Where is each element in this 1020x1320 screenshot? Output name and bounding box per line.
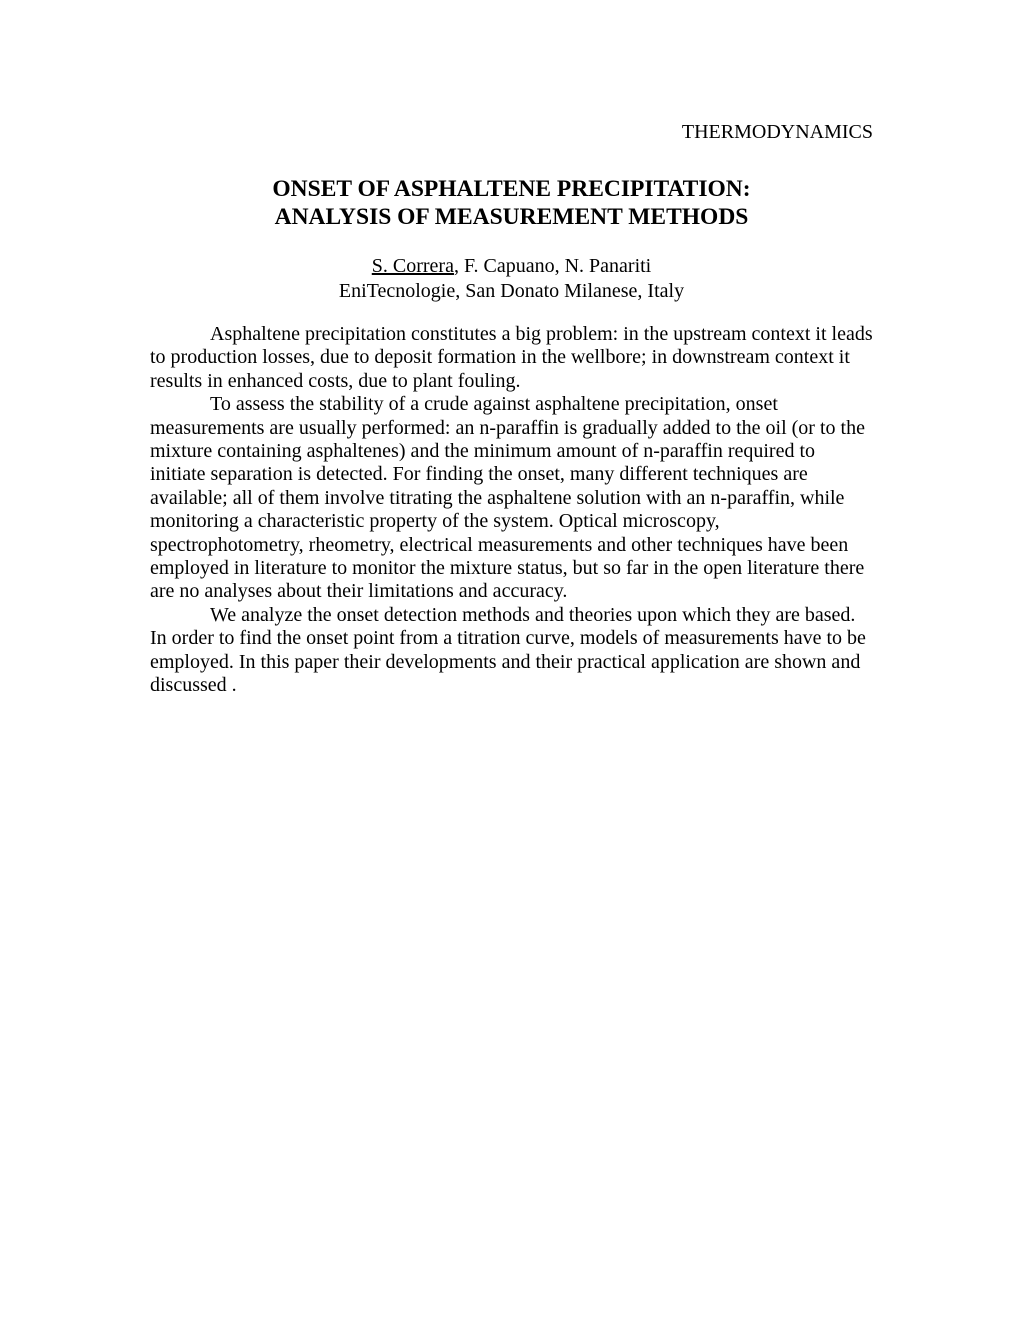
- abstract-paragraph-1: Asphaltene precipitation constitutes a big problem: in the upstream context it leads to production losses, due to deposit formation in the wellbore; in downstream context it results in enhanced costs, due to plant fouling.: [150, 323, 873, 392]
- affiliation-line: EniTecnologie, San Donato Milanese, Italy: [338, 280, 685, 302]
- abstract-paragraph-2: To assess the stability of a crude against asphaltene precipitation, onset measurements are usually performed: an n-paraffin is gradually added to the oil (or to the mixture containing asphaltenes) and the minimum amount of n-paraffin required to initiate separation is detected. For finding the onset, many different techniques are available; all of them involve titrating the asphaltene solution with an n-paraffin, while monitoring a characteristic property of the system. Optical microscopy, spectrophotometry, rheometry, electrical measurements and other techniques have been employed in literature to monitor the mixture status, but so far in the open literature there are no analyses about their limitations and accuracy.: [150, 393, 865, 603]
- other-authors: , F. Capuano, N. Panariti: [453, 255, 652, 277]
- paper-title-line1: ONSET OF ASPHALTENE PRECIPITATION:: [272, 176, 751, 202]
- abstract-paragraph-3: We analyze the onset detection methods and theories upon which they are based. In order to find the onset point from a titration curve, models of measurements have to be employed. In this paper their developments and their practical application are shown and discussed .: [150, 603, 866, 697]
- paper-title: [150, 175, 873, 231]
- author-line: [150, 254, 873, 279]
- abstract-body: [150, 323, 873, 698]
- paper-title-line2: ANALYSIS OF MEASUREMENT METHODS: [274, 204, 749, 230]
- lead-author: S. Correra: [371, 255, 454, 277]
- category-label: THERMODYNAMICS: [681, 121, 873, 143]
